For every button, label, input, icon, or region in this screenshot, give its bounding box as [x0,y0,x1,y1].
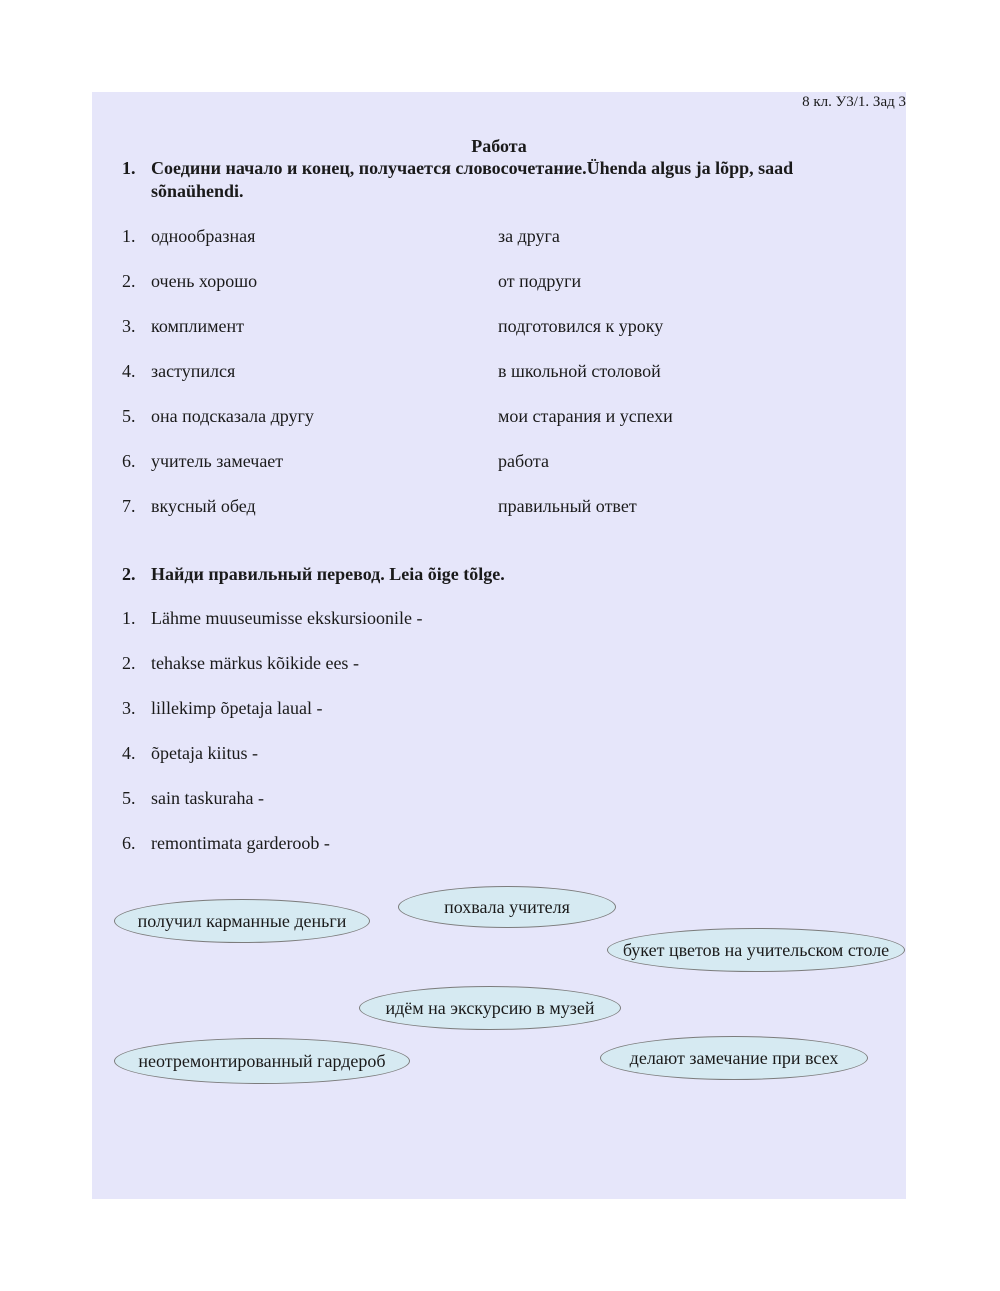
task1-number: 1. [122,158,136,178]
worksheet [92,92,906,1199]
answer-bubble-pocket-money[interactable]: получил карманные деньги [114,899,370,943]
task1-right-item: в школьной столовой [498,361,661,381]
task1-left-item: 3. комплимент [122,316,245,336]
task1-left-item: 6. учитель замечает [122,451,284,471]
answer-bubble-flower-bouquet[interactable]: букет цветов на учительском столе [607,928,905,972]
task2-item: 4. õpetaja kiitus - [122,743,258,763]
task1-left-item: 5. она подсказала другу [122,406,314,426]
task1-instruction: Соедини начало и конец, получается словосочетание.Ühenda algus ja lõpp, saad sõnaühendi. [151,158,794,201]
task1-right-item: от подруги [498,271,582,291]
task2-item: 2. tehakse märkus kõikide ees - [122,653,359,673]
header-code: 8 кл. У3/1. Зад 3 [802,94,906,110]
task1-left-item: 2. очень хорошо [122,271,258,291]
task1-left-item: 7. вкусный обед [122,496,256,516]
task1-right-item: правильный ответ [498,496,637,516]
task2-item: 6. remontimata garderoob - [122,833,330,853]
task1-right-item: за друга [498,226,560,246]
task1-left-item: 4. заступился [122,361,236,381]
task1-right-item: работа [498,451,549,471]
page-title: Работа [471,136,527,156]
task1-right-item: подготовился к уроку [498,316,664,336]
answer-bubble-museum-excursion[interactable]: идём на экскурсию в музей [359,986,621,1030]
task2-item: 5. sain taskuraha - [122,788,264,808]
answer-bubble-remark-in-front[interactable]: делают замечание при всех [600,1036,868,1080]
task2-item: 1. Lähme muuseumisse ekskursioonile - [122,608,423,628]
task1-right-item: мои старания и успехи [498,406,673,426]
task2-item: 3. lillekimp õpetaja laual - [122,698,323,718]
task1-left-item: 1. однообразная [122,226,256,246]
answer-bubble-unrepaired-cloakroom[interactable]: неотремонтированный гардероб [114,1038,410,1084]
task2-instruction: Найди правильный перевод. Leia õige tõlge. [151,564,505,584]
answer-bubble-teacher-praise[interactable]: похвала учителя [398,886,616,928]
task2-number: 2. [122,564,136,584]
